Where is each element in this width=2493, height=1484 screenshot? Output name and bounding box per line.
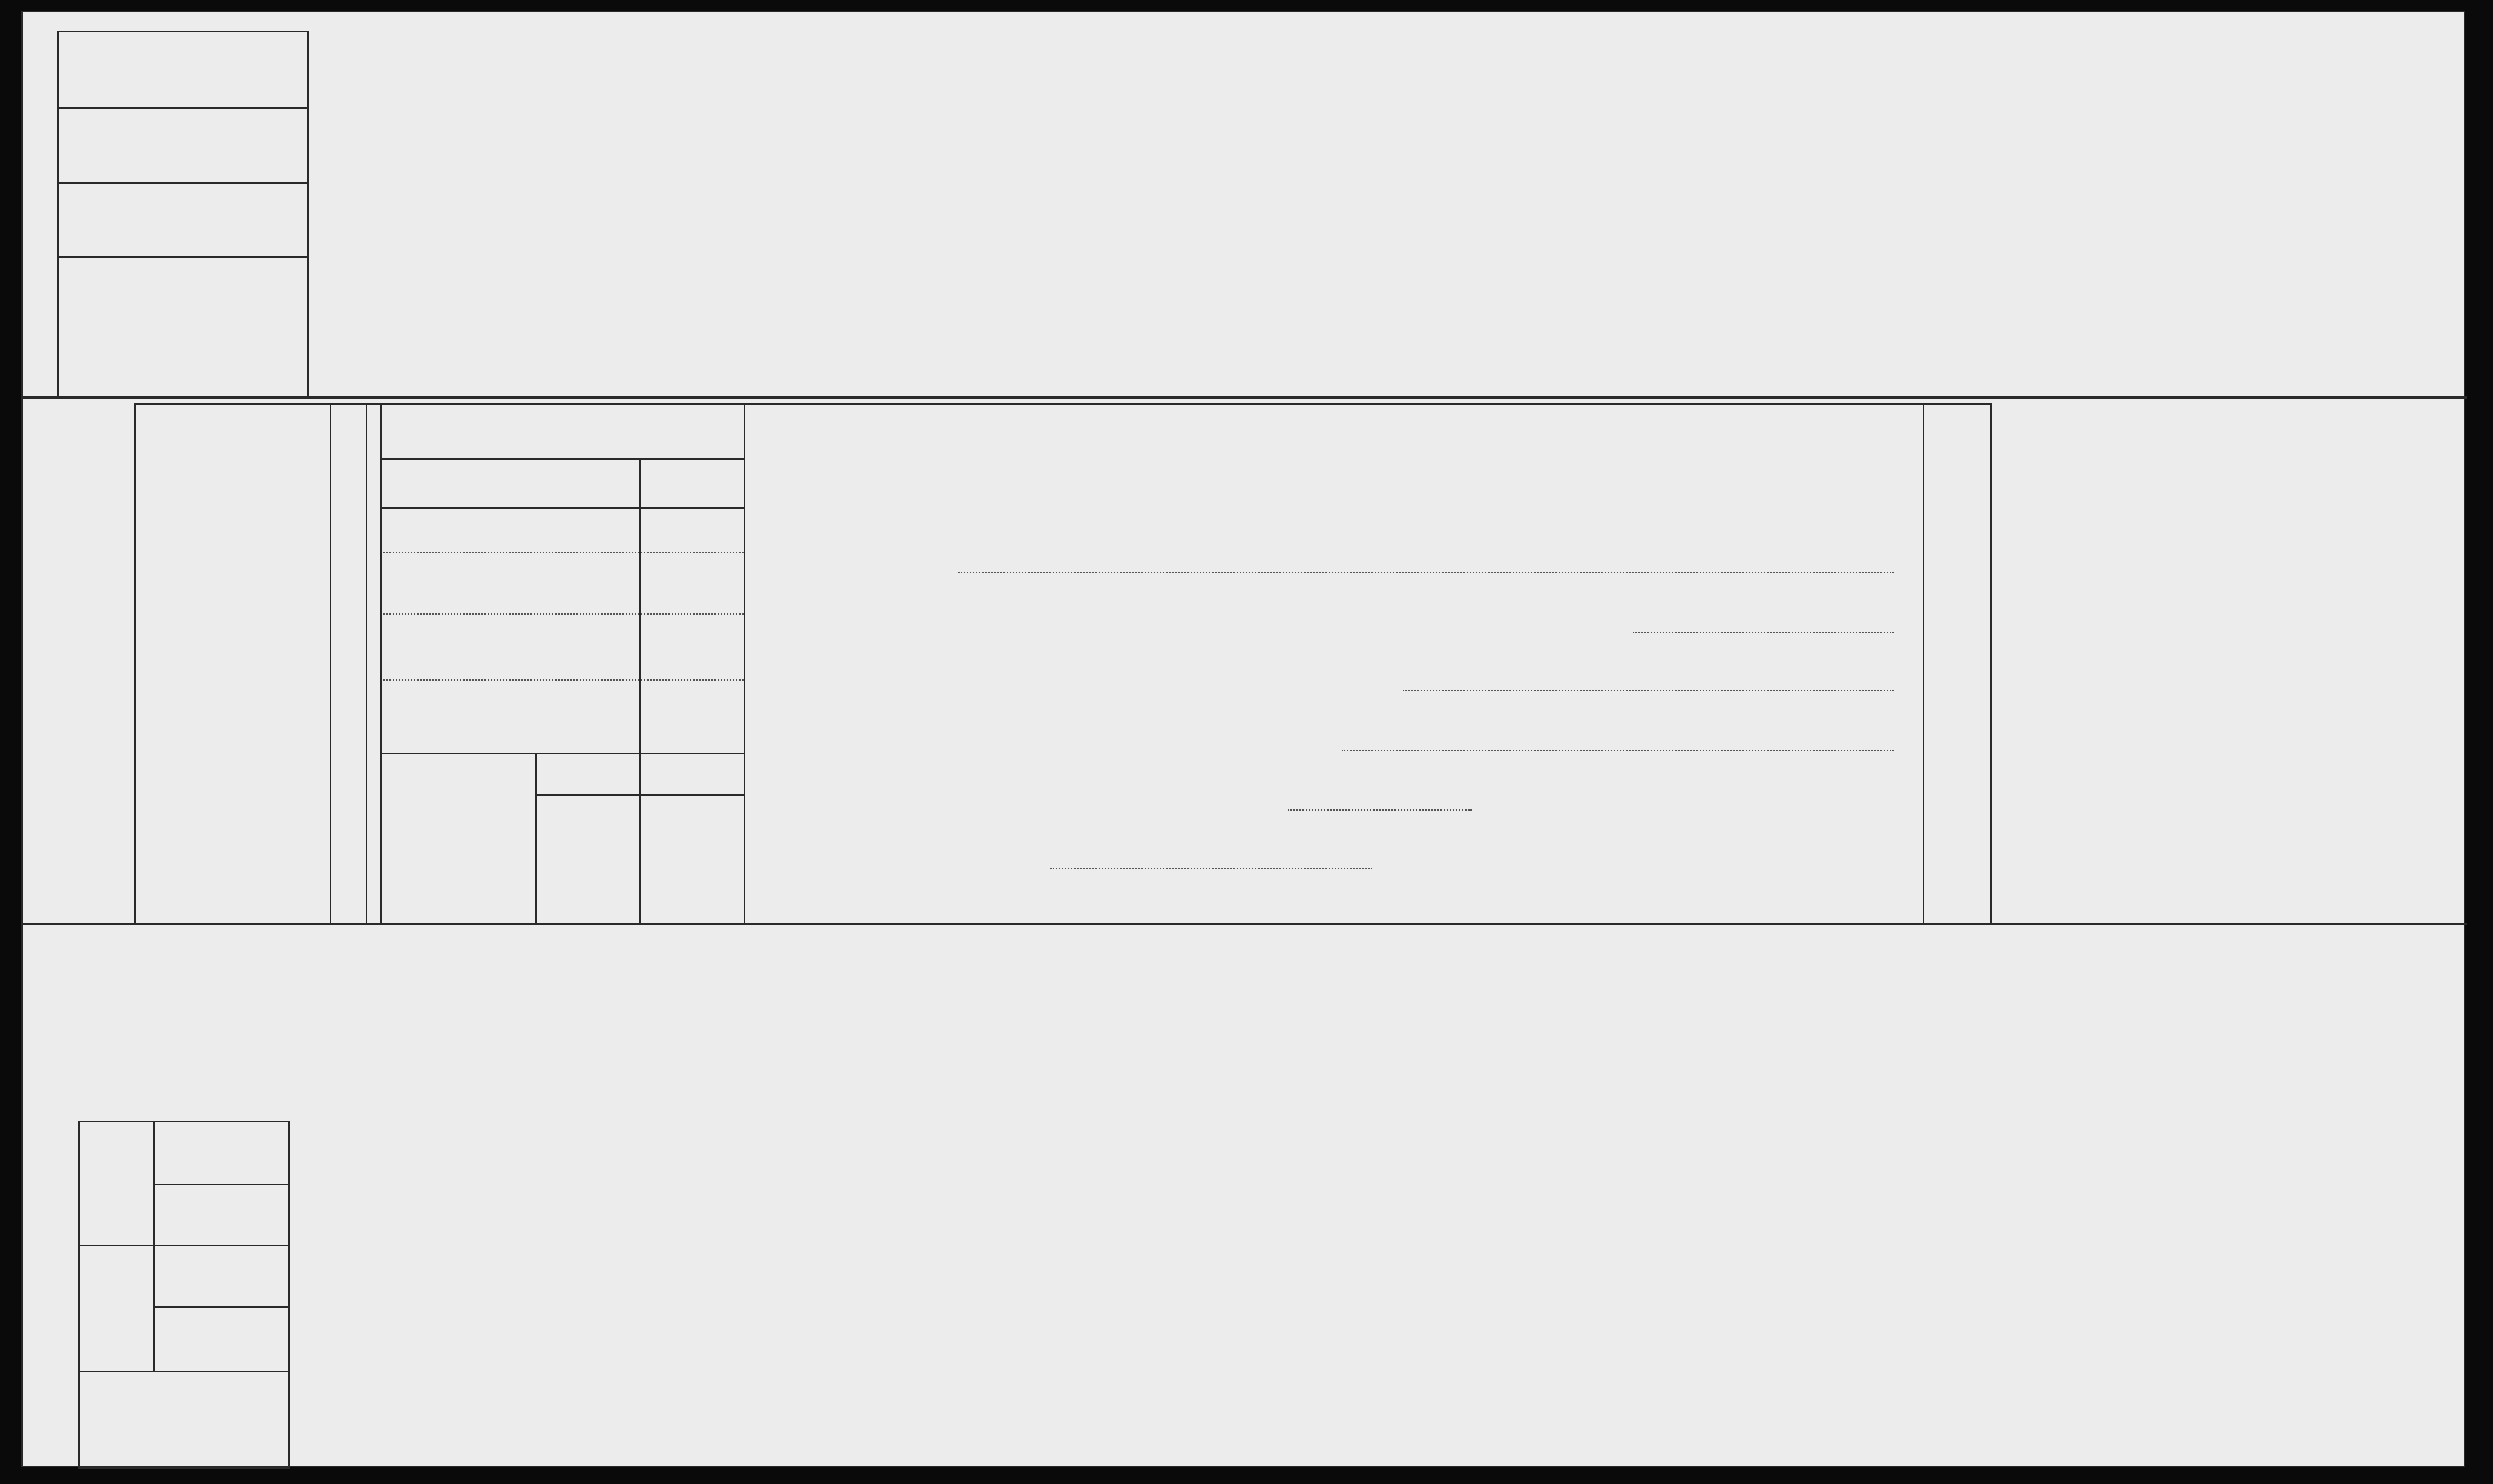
orchard-label [383,817,537,848]
census-card [21,11,2465,1467]
row-label-rented [57,107,309,184]
lease-row-other-society [153,1184,290,1246]
lease-row-own-society [153,1121,290,1185]
q4-line [1342,750,1894,751]
trade-body-name [380,507,641,754]
q5-line [1288,809,1472,811]
lease-row-institutions [153,1306,290,1372]
land-cells-divider [639,794,641,924]
desyatin-header [535,753,641,796]
trade-line [383,679,744,681]
population-title-col [1923,403,1992,924]
korney-header [639,753,745,796]
private-farms-block [744,403,1924,924]
private-title [744,426,1924,465]
q6-line [1050,868,1372,869]
trade-body-qty [639,507,745,754]
row-label-total [57,31,309,109]
lease-row-private [153,1245,290,1308]
q2-line [1633,632,1894,633]
lease-table [23,923,2467,1469]
lease-row-total [78,1371,290,1469]
row-label-own [57,182,309,258]
has-label [383,771,537,802]
vineyard-label [383,863,537,894]
trade-title [383,406,742,460]
trade-line [383,552,744,553]
q1-line [958,572,1894,573]
trade-name-header [380,458,641,509]
trade-line [383,613,744,615]
row-label-lands [57,256,309,398]
top-table [23,12,2467,399]
group-nadelnyh [78,1121,155,1246]
workers-title-col [330,403,382,924]
q3-line [1403,690,1894,691]
trade-qty-header [639,458,745,509]
group-vne [78,1245,155,1372]
